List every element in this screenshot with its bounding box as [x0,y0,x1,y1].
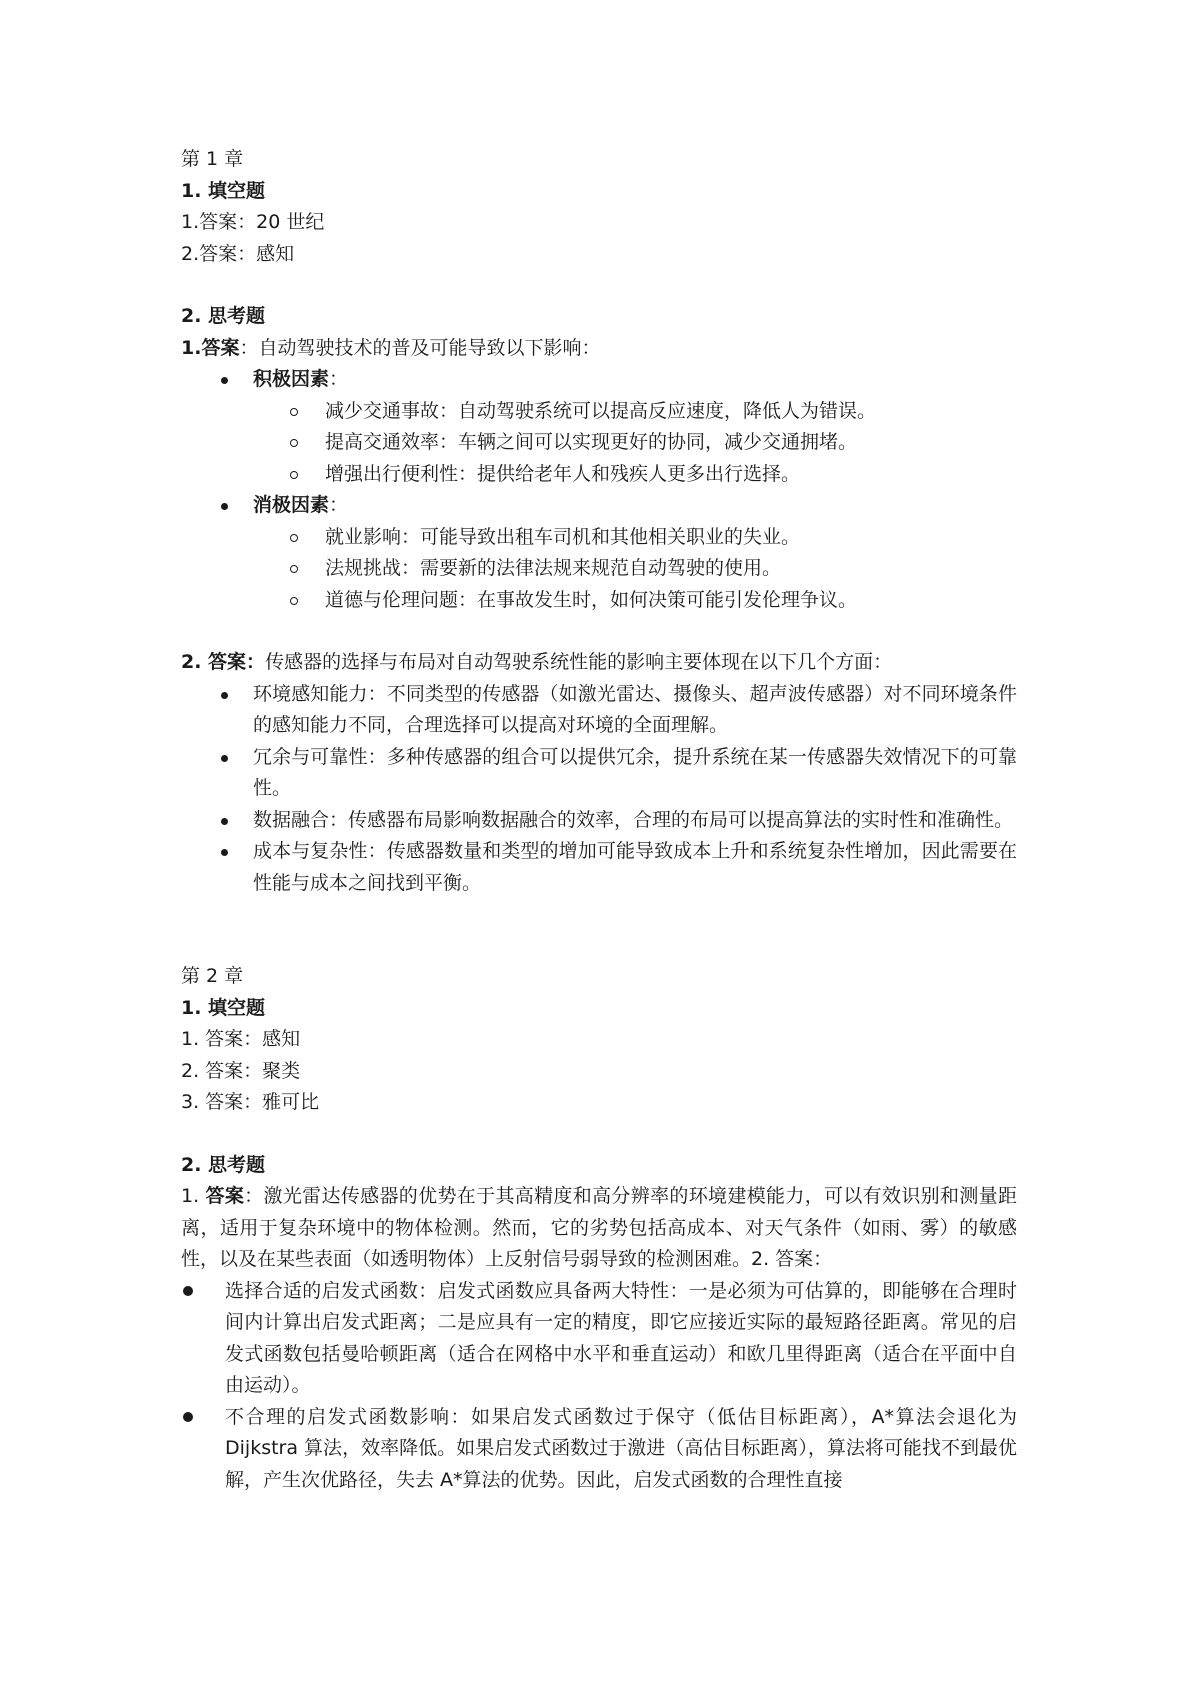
ch2-q2-list [181,1276,1017,1497]
list-item: 法规挑战：需要新的法律法规来规范自动驾驶的使用。 [181,553,1017,585]
ch1-q1-text: ：自动驾驶技术的普及可能导致以下影响： [239,336,601,359]
list-item: 数据融合：传感器布局影响数据融合的效率，合理的布局可以提高算法的实时性和准确性。 [181,805,1017,837]
ch1-fill-answer-1: 1.答案：20 世纪 [181,211,325,233]
ch1-fill-answer-2: 2.答案：感知 [181,242,295,265]
document-content [181,144,1017,1496]
ch1-q2-text: 传感器的选择与布局对自动驾驶系统性能的影响主要体现在以下几个方面： [265,651,893,673]
ch2-think-heading: 2. 思考题 [181,1153,266,1176]
chapter-2-title: 第 2 章 [181,965,244,987]
factor-negative [181,490,1017,616]
negative-items [253,522,1017,617]
ch2-fill-answer-1: 1. 答案：感知 [181,1028,301,1050]
list-item: 冗余与可靠性：多种传感器的组合可以提供冗余，提升系统在某一传感器失效情况下的可靠性。 [181,742,1017,805]
spacer [181,616,1017,647]
ch1-q1-label: 1.答案 [181,336,240,359]
list-item: 提高交通效率：车辆之间可以实现更好的协同，减少交通拥堵。 [181,427,1017,459]
ch2-fill-answer-3: 3. 答案：雅可比 [181,1091,320,1113]
ch2-q1-label: 答案 [205,1185,245,1207]
spacer [181,899,1017,961]
ch2-q1-prefix: 1. [181,1185,206,1207]
list-item: 选择合适的启发式函数：启发式函数应具备两大特性：一是必须为可估算的，即能够在合理时间内计算出启发式距离；二是应具有一定的精度，即它应接近实际的最短路径距离。常见的启发式函数包括曼哈顿距离（适合在网格中水平和垂直运动）和欧几里得距离（适合在平面中自由运动）。 [181,1276,1017,1402]
positive-colon: ： [329,368,349,390]
ch2-fill-answer-2: 2. 答案：聚类 [181,1059,301,1082]
negative-label: 消极因素 [253,494,330,516]
ch1-q2-answer [181,647,1017,679]
positive-label: 积极因素 [253,368,330,390]
chapter-1-title: 第 1 章 [181,148,244,170]
ch2-fill-heading: 1. 填空题 [181,996,266,1019]
ch1-q2-label: 2. 答案： [181,651,266,673]
spacer [181,1119,1017,1150]
ch1-q1-factor-list [181,364,1017,616]
positive-items [253,396,1017,491]
list-item: 环境感知能力：不同类型的传感器（如激光雷达、摄像头、超声波传感器）对不同环境条件的感知能力不同，合理选择可以提高对环境的全面理解。 [181,679,1017,742]
ch1-think-heading: 2. 思考题 [181,305,266,327]
list-item: 增强出行便利性：提供给老年人和残疾人更多出行选择。 [181,459,1017,491]
list-item: 就业影响：可能导致出租车司机和其他相关职业的失业。 [181,522,1017,554]
list-item: 道德与伦理问题：在事故发生时，如何决策可能引发伦理争议。 [181,585,1017,617]
spacer [181,270,1017,301]
ch1-fill-heading: 1. 填空题 [181,179,266,202]
ch2-q1-answer [181,1181,1017,1276]
ch2-q1-text: ：激光雷达传感器的优势在于其高精度和高分辨率的环境建模能力，可以有效识别和测量距离，适用于复杂环境中的物体检测。然而，它的劣势包括高成本、对天气条件（如雨、雾）的敏感性，以及在某些表面（如透明物体）上反射信号弱导致的检测困难。2. 答案： [181,1185,1017,1270]
list-item: 不合理的启发式函数影响：如果启发式函数过于保守（低估目标距离），A*算法会退化为 Dijkstra 算法，效率降低。如果启发式函数过于激进（高估目标距离），算法将可能找不到最优解，产生次优路径，失去 A*算法的优势。因此，启发式函数的合理性直接 [181,1402,1017,1497]
list-item: 减少交通事故：自动驾驶系统可以提高反应速度，降低人为错误。 [181,396,1017,428]
ch1-q2-list [181,679,1017,900]
list-item: 成本与复杂性：传感器数量和类型的增加可能导致成本上升和系统复杂性增加，因此需要在性能与成本之间找到平衡。 [181,836,1017,899]
negative-colon: ： [329,494,349,516]
ch1-q1-answer [181,333,1017,365]
factor-positive [181,364,1017,490]
